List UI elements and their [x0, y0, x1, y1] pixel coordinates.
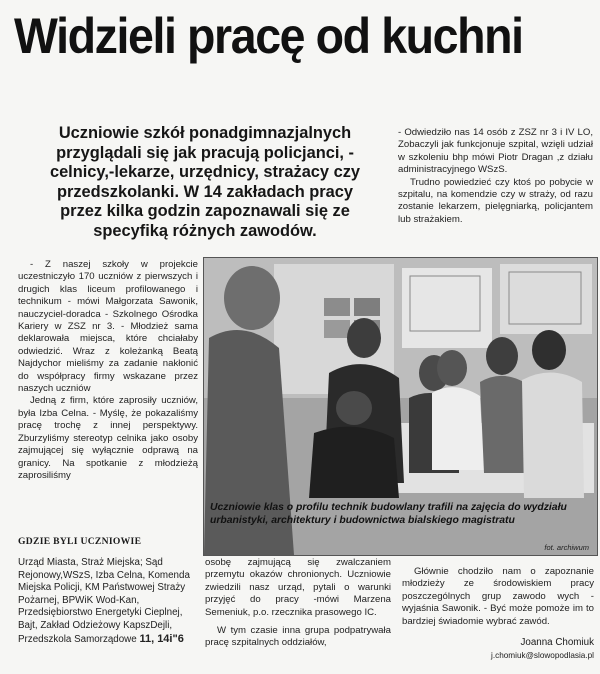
- paragraph: Trudno powiedzieć czy ktoś po pobycie w szpitalu, na komendzie czy w straży, od razu zostanie lekarzem, pielęgniarką, policjantem lub strażakiem.: [398, 176, 593, 225]
- places-text: Urząd Miasta, Straż Miejska; Sąd Rejonowy,WSzS, Izba Celna, Komenda Miejska Policji, KM Państwowej Straży Pożarnej, BPWiK Wod-Kan, Przedsiębiorstwo Energetyki Cieplnej, Bajt, Zakład Odzieżowy KapszDejli, Przedszkola Samorządowe: [18, 557, 190, 645]
- article-photo: [203, 257, 598, 556]
- paragraph: - Z naszej szkoły w projekcie uczestniczyło 170 uczniów z pierwszych i drugich klas liceum profilowanego i technikum - mówi Małgorzata Sawonik, nauczyciel-doradca - Szkolnego Ośrodka Kariery w ZSZ nr 3. - Młodzież sama deklarowała miejsca, które chciałaby odwiedzić. Wraz z koleżanką Beatą Najdychor mieliśmy za zadanie nakłonić do współpracy firmy wskazane przez naszych uczniów: [18, 259, 198, 395]
- sidebar-heading: GDZIE BYLI UCZNIOWIE: [18, 536, 142, 547]
- paragraph: Głównie chodziło nam o zapoznanie młodzieży ze środowiskiem pracy poszczególnych grup zawodo wych - wyjaśnia Sawonik. - Być może pomoże im to bardziej świadomie wybrać zawód.: [402, 566, 594, 627]
- column-left: [18, 259, 198, 482]
- lead-paragraph: Uczniowie szkół ponadgimnazjalnych przyglądali się jak pracują policjanci, - celnicy,-lekarze, urzędnicy, strażacy czy przedszkolanki. W 14 zakładach pracy przez kilka godzin zapoznawali się ze specyfiką różnych zawodów.: [49, 124, 361, 240]
- column-right-top: [398, 127, 593, 226]
- column-middle-bottom: [205, 557, 391, 650]
- photo-caption: Uczniowie klas o profilu technik budowlany trafili na zajęcia do wydziału urbanistyki, architektury i budownictwa bialskiego magistratu: [210, 502, 567, 526]
- paragraph: W tym czasie inna grupa podpatrywała pracę szpitalnych oddziałów,: [205, 625, 391, 649]
- places-numbers: 11, 14i"6: [139, 632, 184, 645]
- headline: Widzieli pracę od kuchni: [14, 8, 523, 64]
- photo-credit: fot. archiwum: [544, 543, 589, 552]
- author-name: Joanna Chomiuk: [520, 637, 594, 648]
- author-email: j.chomiuk@slowopodlasia.pl: [491, 651, 594, 660]
- paragraph: - Odwiedziło nas 14 osób z ZSZ nr 3 i IV LO, Zobaczyli jak funkcjonuje szpital, wzięli udział w szkoleniu bhp mówi Piotr Dragan ,z działu administracyjnego WSzS.: [398, 127, 593, 176]
- paragraph: osobę zajmującą się zwalczaniem przemytu okazów chronionych. Uczniowie zwiedzili nasz urząd, pytali o warunki przyjęć do pracy -mówi Marzena Semeniuk, p.o. rzecznika prasowego IC.: [205, 557, 391, 618]
- places-list: [18, 557, 200, 646]
- paragraph: Jedną z firm, które zaprosiły uczniów, była Izba Celna. - Myślę, że pokazaliśmy pracę trochę z innej perspektywy. Zburzyliśmy stereotyp celnika jako osoby zajmującej się wyłącznie odprawą na granicy. Na spotkanie z młodzieżą zaprosiliśmy: [18, 395, 198, 481]
- column-right-bottom: [402, 566, 594, 628]
